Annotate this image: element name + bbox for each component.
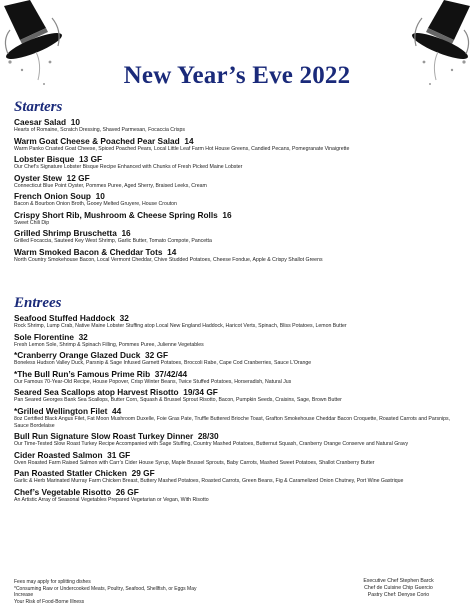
menu-item-price: 37/42/44 bbox=[154, 368, 188, 379]
menu-item bbox=[14, 350, 466, 367]
starters-list bbox=[14, 117, 466, 265]
menu-item bbox=[14, 387, 466, 404]
menu-item-description: 8oz Certified Black Angus Filet, Fat Moon Mushroom Duxelle, Foie Gras Pate, Truffle Buttered Brioche Toast, Grafton Smokehouse Cheddar Bacon Croquette, Roasted Carrots and Parsnips, Sauce Bordelaise bbox=[14, 415, 451, 429]
menu-item bbox=[14, 406, 466, 430]
menu-item-price: 32 bbox=[119, 313, 129, 323]
menu-item-name: Sole Florentine bbox=[14, 331, 74, 342]
menu-item-name: Lobster Bisque bbox=[14, 154, 75, 164]
entrees-list bbox=[14, 313, 466, 505]
menu-item bbox=[14, 191, 466, 208]
menu-item-name: Crispy Short Rib, Mushroom & Cheese Spring Rolls bbox=[14, 209, 218, 220]
menu-item bbox=[14, 154, 466, 171]
menu-item-description: Our Famous 70-Year-Old Recipe, House Popover, Crisp Winter Beans, Twice Stuffed Potatoes, Horseradish, Natural Jus bbox=[14, 378, 292, 385]
page-title: New Year’s Eve 2022 bbox=[123, 62, 351, 89]
menu-item-price: 14 bbox=[167, 246, 177, 257]
menu-item-description: North Country Smokehouse Bacon, Local Vermont Cheddar, Chive Studded Potatoes, Cheese Fondue, Apple & Crispy Shallot Greens bbox=[14, 256, 323, 263]
menu-item-price: 32 bbox=[78, 331, 88, 342]
section-heading-entrees: Entrees bbox=[14, 295, 62, 311]
chef-credit-line: Chef de Cuisine Chip Guercio bbox=[364, 585, 433, 591]
menu-item bbox=[14, 487, 466, 504]
menu-item-description: Rock Shrimp, Lump Crab, Native Maine Lobster Stuffing atop Local New England Haddock, Haricot Verts, Spinach, Bliss Potatoes, Lemon Butter bbox=[14, 323, 347, 329]
menu-item bbox=[14, 136, 466, 153]
menu-item-description: Our Time-Tested Slow Roast Turkey Recipe Accompanied with Sage Stuffing, Country Mashed Potatoes, Butternut Squash, Cranberry Orange Conserve and Natural Gravy bbox=[14, 441, 409, 447]
menu-item-description: An Artistic Array of Seasonal Vegetables Prepared Vegetarian or Vegan, With Risotto bbox=[14, 496, 209, 503]
chef-credit-line: Pastry Chef: Denyse Corio bbox=[367, 592, 430, 598]
menu-item-price: 13 GF bbox=[79, 154, 103, 164]
chef-credits bbox=[336, 578, 461, 599]
footnote-line: Fees may apply for splitting dishes bbox=[14, 579, 91, 585]
menu-item-description: Bacon & Bourbon Onion Broth, Gooey Melted Gruyere, House Crouton bbox=[14, 201, 177, 207]
menu-item-description: Oven Roasted Farm Raised Salmon with Carr’s Cider House Syrup, Maple Brussel Sprouts, Baby Carrots, Mashed Sweet Potatoes, Shallot Cranberry Butter bbox=[14, 459, 375, 466]
menu-item-price: 26 GF bbox=[115, 486, 139, 497]
menu-item bbox=[14, 431, 466, 448]
menu-item bbox=[14, 247, 466, 264]
menu-item bbox=[14, 173, 466, 190]
menu-item-description: Hearts of Romaine, Scratch Dressing, Shaved Parmesan, Focaccia Crisps bbox=[14, 127, 185, 133]
menu-item-price: 32 GF bbox=[144, 350, 169, 360]
menu-item-price: 12 GF bbox=[66, 172, 90, 183]
menu-item bbox=[14, 228, 466, 245]
menu-item bbox=[14, 332, 466, 349]
menu-item-price: 28/30 bbox=[197, 431, 219, 441]
menu-item-name: *The Bull Run’s Famous Prime Rib bbox=[14, 368, 151, 379]
footnote-line: *Consuming Raw or Undercooked Meats, Poultry, Seafood, Shellfish, or Eggs May Increase bbox=[14, 585, 197, 598]
menu-item-name: Cider Roasted Salmon bbox=[14, 449, 103, 460]
menu-item-description: Fresh Lemon Sole, Shrimp & Spinach Filling, Pommes Puree, Julienne Vegetables bbox=[14, 341, 204, 348]
menu-item-description: Boneless Hudson Valley Duck, Parsnip & Sage Infused Garnett Potatoes, Broccoli Rabe, Cape Cod Cranberries, Sauce L’Orange bbox=[14, 360, 312, 366]
menu-item bbox=[14, 313, 466, 330]
section-heading-starters: Starters bbox=[14, 99, 63, 115]
menu-item-name: Seafood Stuffed Haddock bbox=[14, 313, 115, 323]
menu-item-name: Oyster Stew bbox=[14, 172, 62, 183]
menu-item-price: 16 bbox=[121, 228, 131, 238]
menu-item-description: Garlic & Herb Marinated Murray Farm Chicken Breast, Buttery Mashed Potatoes, Roasted Carrots, Green Beans, Fig & Caramelized Onion Chutney, Port Wine Gastrique bbox=[14, 478, 404, 484]
menu-item-name: Seared Sea Scallops atop Harvest Risotto bbox=[14, 387, 179, 397]
menu-item-description: Pan Seared Georges Bank Sea Scallops, Butter Corn, Squash & Brussel Sprout Risotto, Bacon, Pumpkin Seeds, Craisins, Sage, Brown Butter bbox=[14, 397, 342, 403]
menu-item-price: 14 bbox=[184, 135, 194, 146]
menu-item-description: Connecticut Blue Point Oyster, Pommes Puree, Aged Sherry, Braised Leeks, Cream bbox=[14, 182, 207, 189]
menu-item-price: 10 bbox=[95, 191, 105, 201]
menu-item bbox=[14, 450, 466, 467]
menu-item-name: French Onion Soup bbox=[14, 191, 91, 201]
menu-item-price: 29 GF bbox=[131, 468, 155, 478]
menu-item-name: Chef’s Vegetable Risotto bbox=[14, 486, 112, 497]
menu-item-name: Grilled Shrimp Bruschetta bbox=[14, 228, 117, 238]
menu-item-description: Warm Panko Crusted Goat Cheese, Spiced Poached Pears, Local Little Leaf Farm Hot House Greens, Candied Pecans, Pomegranate Vinaigrette bbox=[14, 145, 350, 152]
menu-item bbox=[14, 468, 466, 485]
menu-item-price: 19/34 GF bbox=[183, 387, 218, 397]
menu-item-name: Pan Roasted Statler Chicken bbox=[14, 468, 127, 478]
menu-item-price: 10 bbox=[70, 117, 80, 127]
menu-item-price: 44 bbox=[112, 405, 122, 416]
menu-item-description: Sweet Chili Dip bbox=[14, 219, 50, 226]
menu-item-name: Bull Run Signature Slow Roast Turkey Dinner bbox=[14, 431, 194, 441]
menu-item bbox=[14, 369, 466, 386]
menu-item-name: Warm Smoked Bacon & Cheddar Tots bbox=[14, 246, 163, 257]
menu-item-name: Caesar Salad bbox=[14, 117, 67, 127]
footnote-line: Your Risk of Food-Borne Illness bbox=[14, 598, 85, 605]
footnote bbox=[14, 579, 214, 605]
menu-item-name: Warm Goat Cheese & Poached Pear Salad bbox=[14, 135, 180, 146]
chef-credit-line: Executive Chef Stephen Barck bbox=[363, 578, 434, 584]
menu-item-price: 31 GF bbox=[107, 449, 131, 460]
menu-item bbox=[14, 210, 466, 227]
menu-item-description: Our Chef’s Signature Lobster Bisque Recipe Enhanced with Chunks of Fresh Picked Maine Lobster bbox=[14, 164, 243, 170]
menu-item-description: Grilled Focaccia, Sauteed Key West Shrimp, Garlic Butter, Tomato Compote, Pancetta bbox=[14, 238, 212, 244]
menu-item-name: *Grilled Wellington Filet bbox=[14, 405, 108, 416]
menu-item-price: 16 bbox=[222, 209, 232, 220]
menu-item-name: *Cranberry Orange Glazed Duck bbox=[14, 350, 141, 360]
menu-item bbox=[14, 117, 466, 134]
